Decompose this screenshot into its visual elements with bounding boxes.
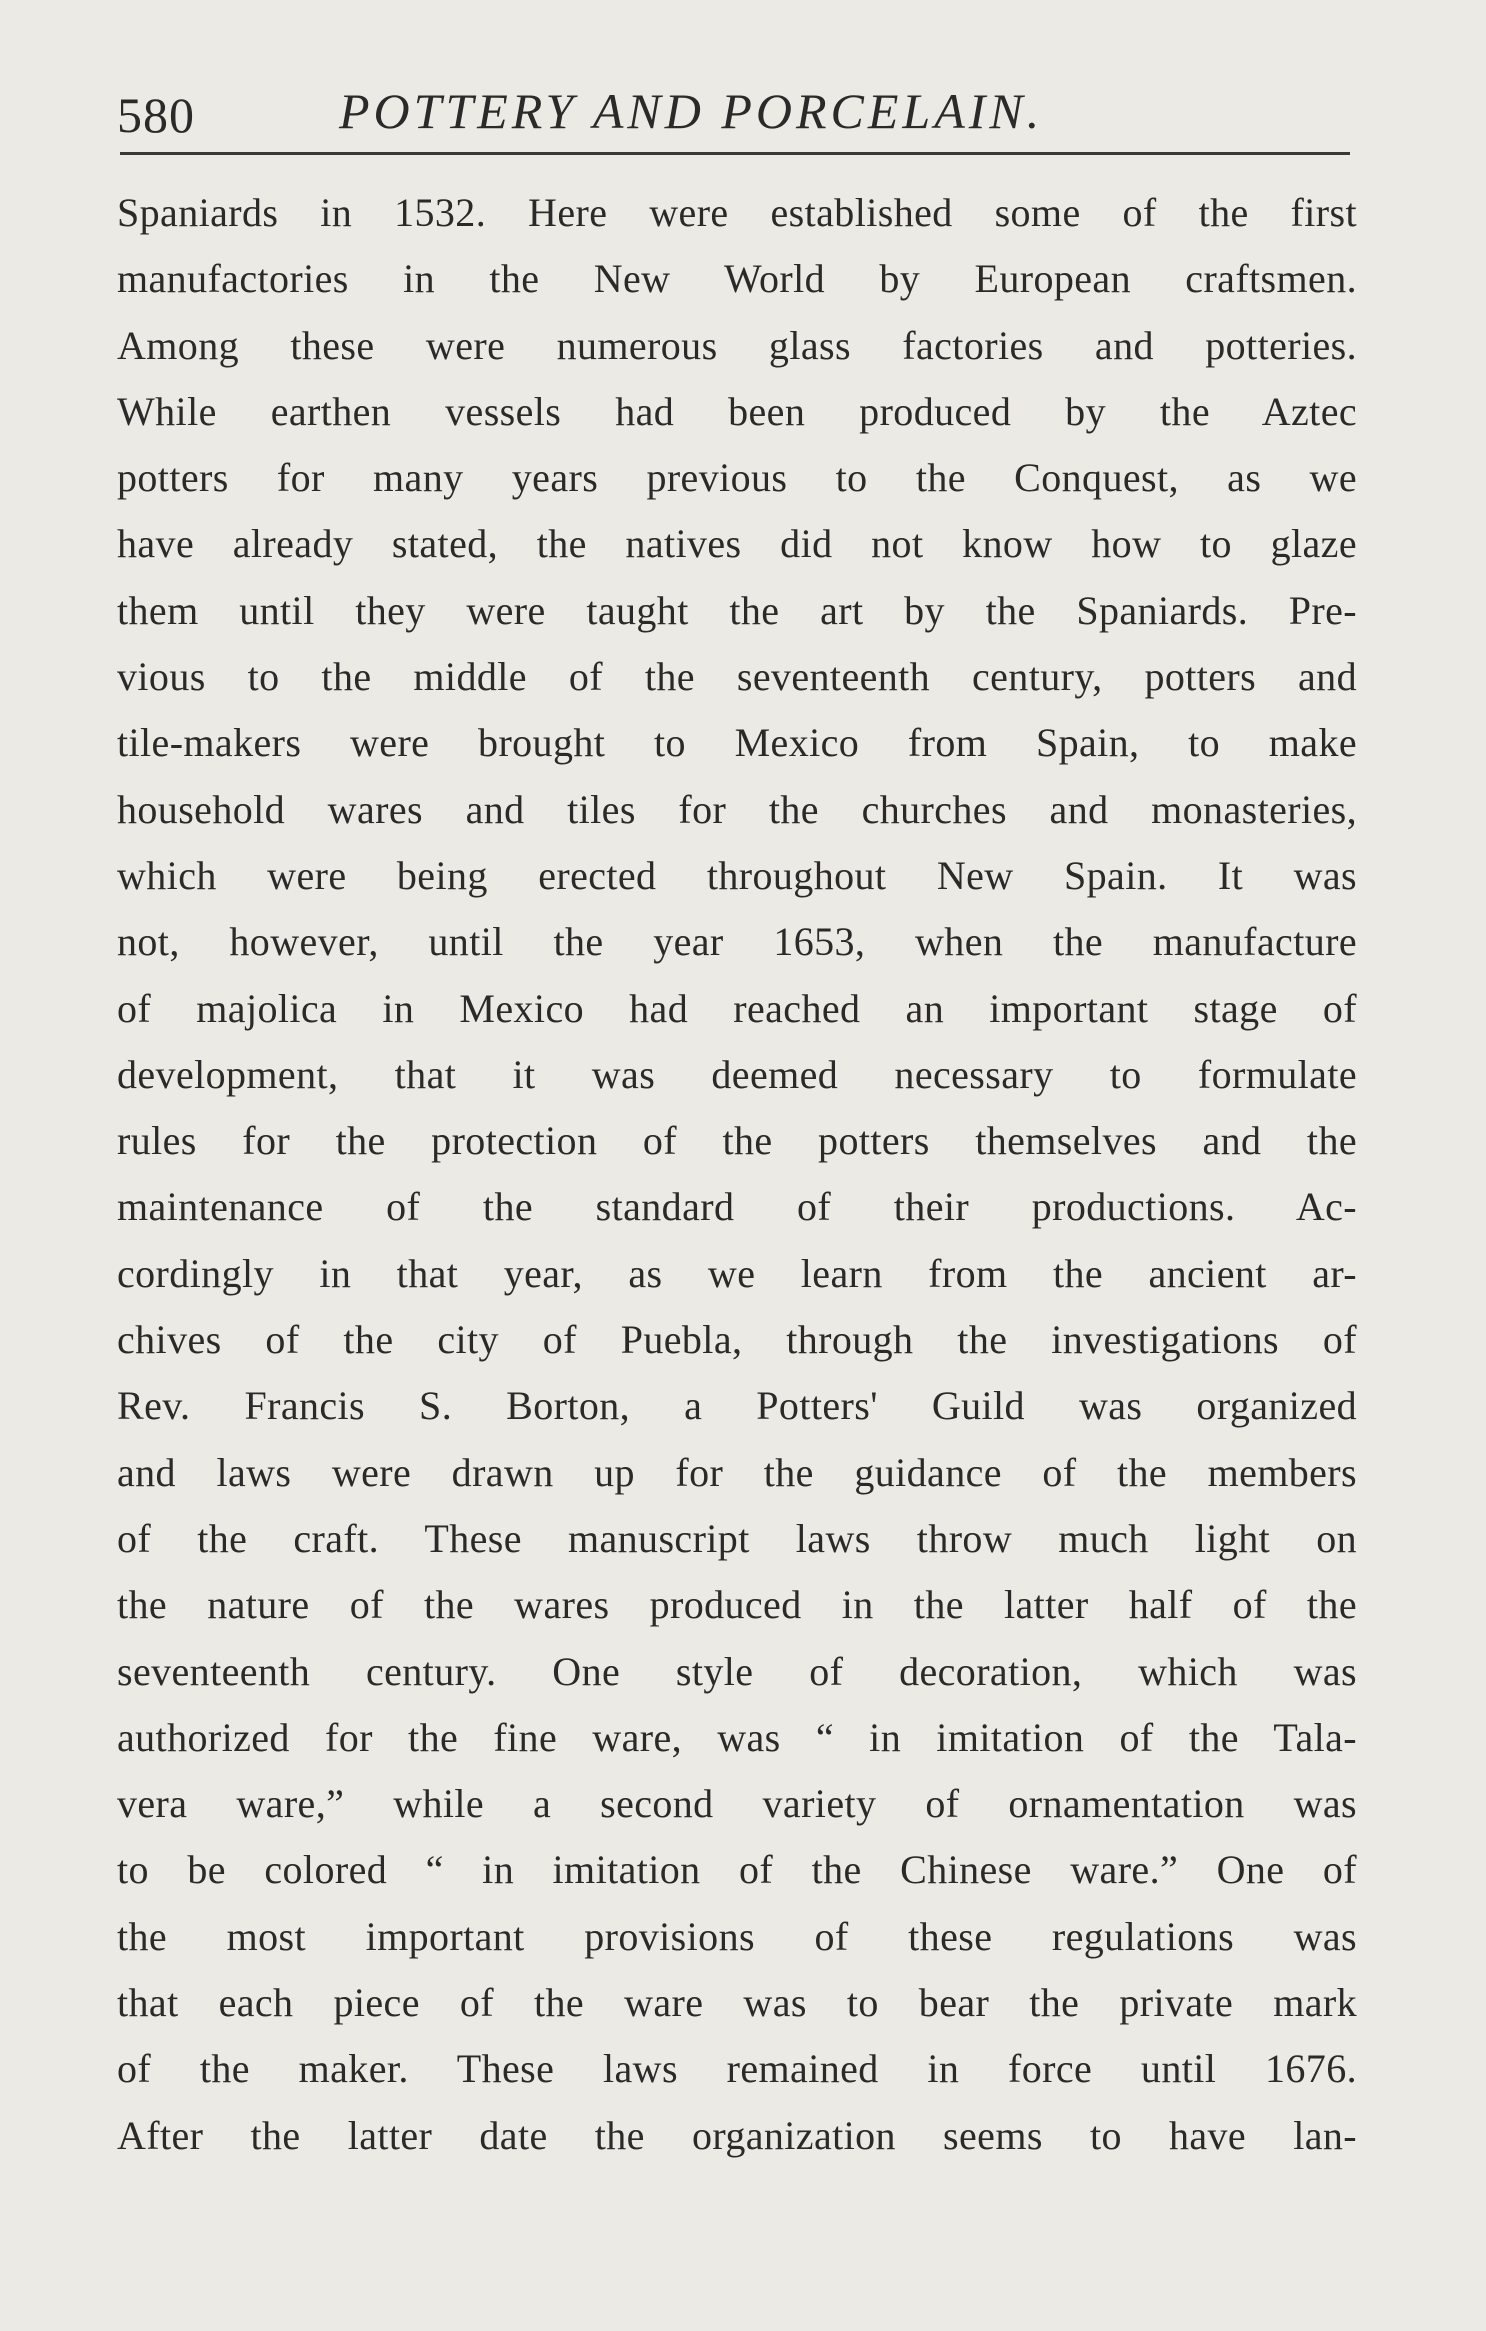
text-line: rules for the protection of the potters themselves and the xyxy=(117,1118,1357,1164)
text-line: of the craft. These manuscript laws throw much light on xyxy=(117,1515,1357,1561)
text-line: vious to the middle of the seventeenth century, potters and xyxy=(117,654,1357,700)
text-line: seventeenth century. One style of decoration, which was xyxy=(117,1648,1357,1694)
text-line: While earthen vessels had been produced by the Aztec xyxy=(117,388,1357,434)
header-rule xyxy=(120,152,1350,155)
body-text xyxy=(117,180,1357,2169)
text-line: development, that it was deemed necessary to formulate xyxy=(117,1051,1357,1097)
text-line: manufactories in the New World by European craftsmen. xyxy=(117,256,1357,302)
running-head xyxy=(117,78,1352,158)
text-line: Spaniards in 1532. Here were established some of the first xyxy=(117,190,1357,235)
text-line: which were being erected throughout New Spain. It was xyxy=(117,852,1357,898)
text-line: vera ware,” while a second variety of ornamentation was xyxy=(117,1781,1357,1827)
text-line: the nature of the wares produced in the latter half of the xyxy=(117,1582,1357,1628)
text-line: tile-makers were brought to Mexico from Spain, to make xyxy=(117,720,1357,766)
text-line: authorized for the fine ware, was “ in imitation of the Tala- xyxy=(117,1714,1357,1760)
text-line: Rev. Francis S. Borton, a Potters' Guild was organized xyxy=(117,1383,1357,1429)
book-title: POTTERY AND PORCELAIN. xyxy=(339,83,1044,139)
text-line: household wares and tiles for the churches and monasteries, xyxy=(117,786,1357,832)
text-line: have already stated, the natives did not know how to glaze xyxy=(117,521,1357,567)
page-number: 580 xyxy=(117,87,195,143)
text-line: maintenance of the standard of their productions. Ac- xyxy=(117,1184,1357,1230)
text-line: not, however, until the year 1653, when the manufacture xyxy=(117,919,1357,965)
text-line: and laws were drawn up for the guidance of the members xyxy=(117,1449,1357,1495)
text-line: the most important provisions of these regulations was xyxy=(117,1913,1357,1959)
text-line: After the latter date the organization seems to have lan- xyxy=(117,2112,1357,2158)
text-line: them until they were taught the art by the Spaniards. Pre- xyxy=(117,587,1357,633)
text-line: to be colored “ in imitation of the Chinese ware.” One of xyxy=(117,1847,1357,1893)
text-line: cordingly in that year, as we learn from the ancient ar- xyxy=(117,1250,1357,1296)
text-line: potters for many years previous to the Conquest, as we xyxy=(117,455,1357,501)
text-line: of majolica in Mexico had reached an important stage of xyxy=(117,985,1357,1031)
text-line: that each piece of the ware was to bear the private mark xyxy=(117,1980,1357,2026)
text-line: Among these were numerous glass factories and potteries. xyxy=(117,322,1357,368)
text-line: of the maker. These laws remained in force until 1676. xyxy=(117,2046,1357,2092)
text-line: chives of the city of Puebla, through the investigations of xyxy=(117,1317,1357,1363)
